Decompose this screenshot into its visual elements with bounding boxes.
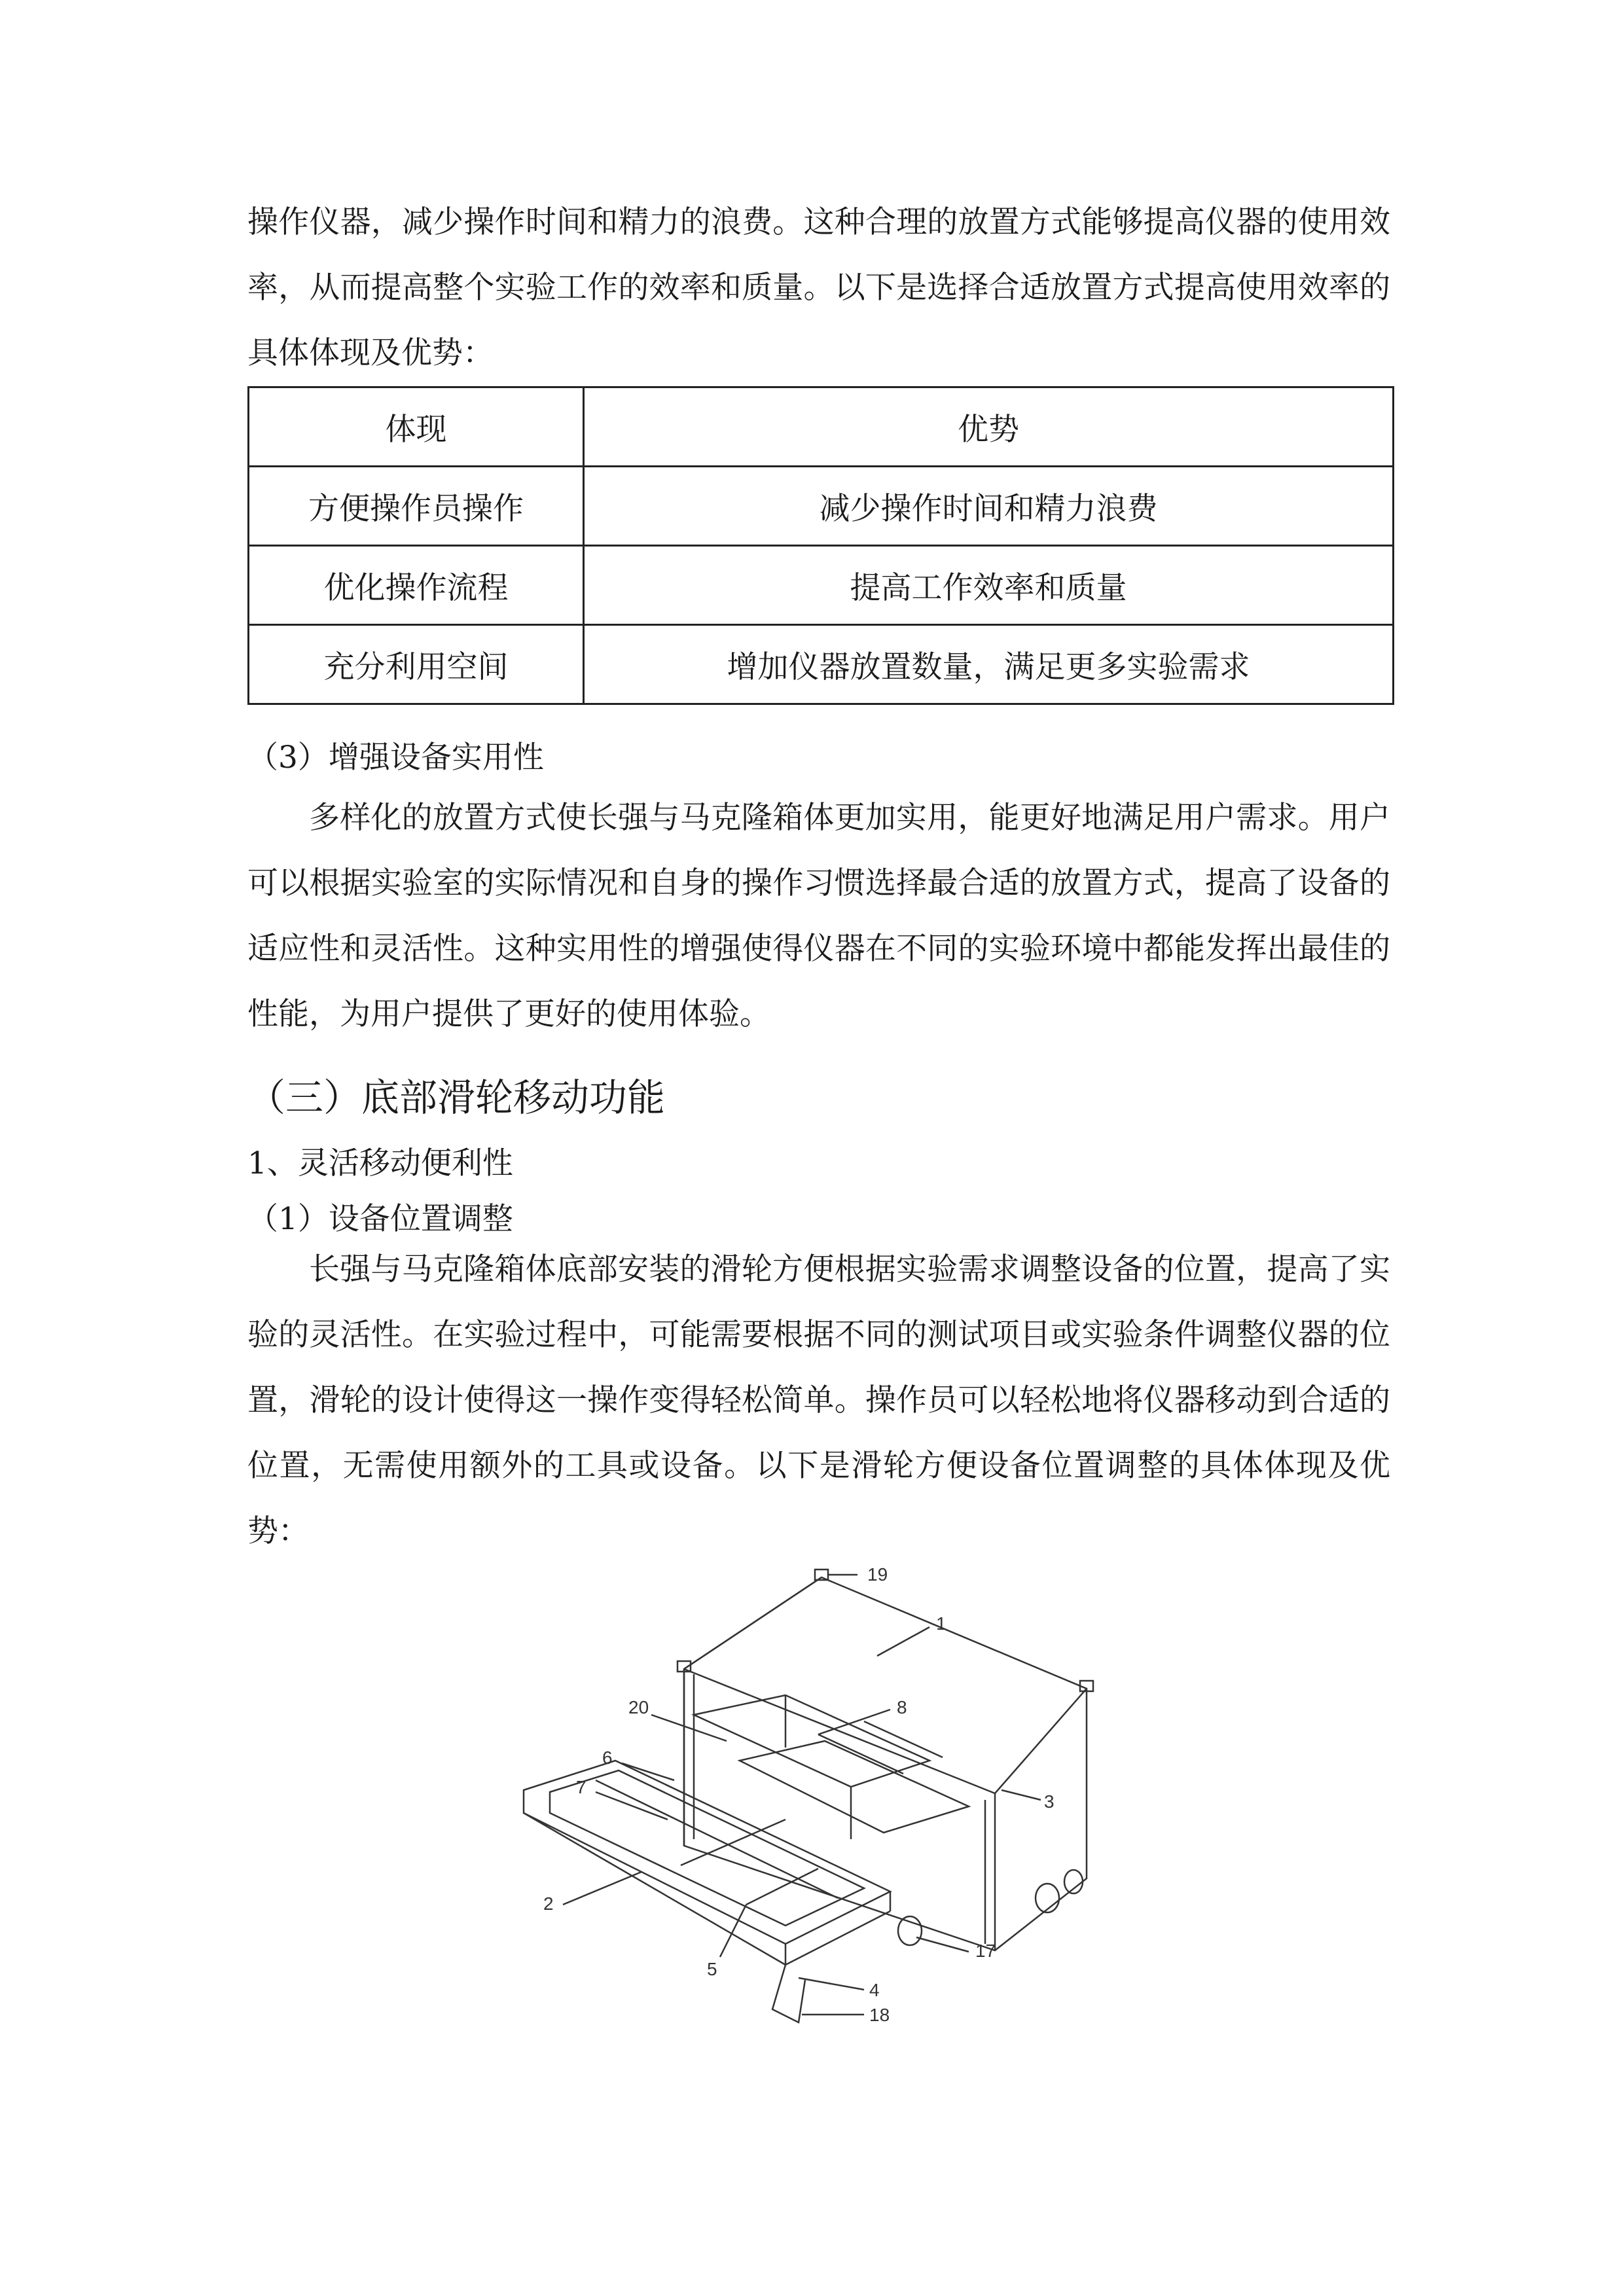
subheading-1: 1、灵活移动便利性 (247, 1145, 513, 1181)
table-cell: 增加仪器放置数量，满足更多实验需求 (584, 625, 1394, 704)
section-3-title: （3）增强设备实用性 (247, 740, 544, 776)
table-row (249, 467, 1394, 546)
table-row (249, 625, 1394, 704)
table-header-cell: 体现 (249, 387, 584, 467)
table-cell: 优化操作流程 (249, 546, 584, 625)
intro-paragraph: 操作仪器，减少操作时间和精力的浪费。这种合理的放置方式能够提高仪器的使用效率，从而提高整个实验工作的效率和质量。以下是选择合适放置方式提高使用效率的具体体现及优势： (247, 204, 1390, 371)
subheading-2: （1）设备位置调整 (247, 1201, 513, 1237)
part-label: 7 (576, 1777, 586, 1797)
part-label: 4 (869, 1980, 880, 2000)
table-cell: 充分利用空间 (249, 625, 584, 704)
table-header-row (249, 387, 1394, 467)
cabinet-diagram (511, 1564, 1126, 2062)
advantage-table (247, 386, 1394, 705)
section-3-paragraph: 多样化的放置方式使长强与马克隆箱体更加实用，能更好地满足用户需求。用户可以根据实验室的实际情况和自身的操作习惯选择最合适的放置方式，提高了设备的适应性和灵活性。这种实用性的增强使得仪器在不同的实验环境中都能发挥出最佳的性能，为用户提供了更好的使用体验。 (247, 800, 1390, 1032)
part-label: 18 (869, 2005, 890, 2025)
table-header-cell: 优势 (584, 387, 1394, 467)
part-label: 6 (602, 1748, 613, 1768)
part-label: 19 (867, 1564, 888, 1585)
table-cell: 方便操作员操作 (249, 467, 584, 546)
table-cell: 提高工作效率和质量 (584, 546, 1394, 625)
chapter-paragraph: 长强与马克隆箱体底部安装的滑轮方便根据实验需求调整设备的位置，提高了实验的灵活性。在实验过程中，可能需要根据不同的测试项目或实验条件调整仪器的位置，滑轮的设计使得这一操作变得轻松简单。操作员可以轻松地将仪器移动到合适的位置，无需使用额外的工具或设备。以下是滑轮方便设备位置调整的具体体现及优势： (247, 1251, 1390, 1549)
part-label: 2 (543, 1893, 554, 1914)
part-label: 5 (707, 1959, 717, 1979)
chapter-title: （三）底部滑轮移动功能 (247, 1075, 666, 1120)
part-label: 3 (1044, 1791, 1055, 1812)
part-label: 20 (628, 1697, 649, 1717)
table-cell: 减少操作时间和精力浪费 (584, 467, 1394, 546)
part-label: 8 (897, 1697, 907, 1717)
part-label: 17 (975, 1941, 996, 1961)
table-row (249, 546, 1394, 625)
part-label: 1 (936, 1613, 947, 1634)
